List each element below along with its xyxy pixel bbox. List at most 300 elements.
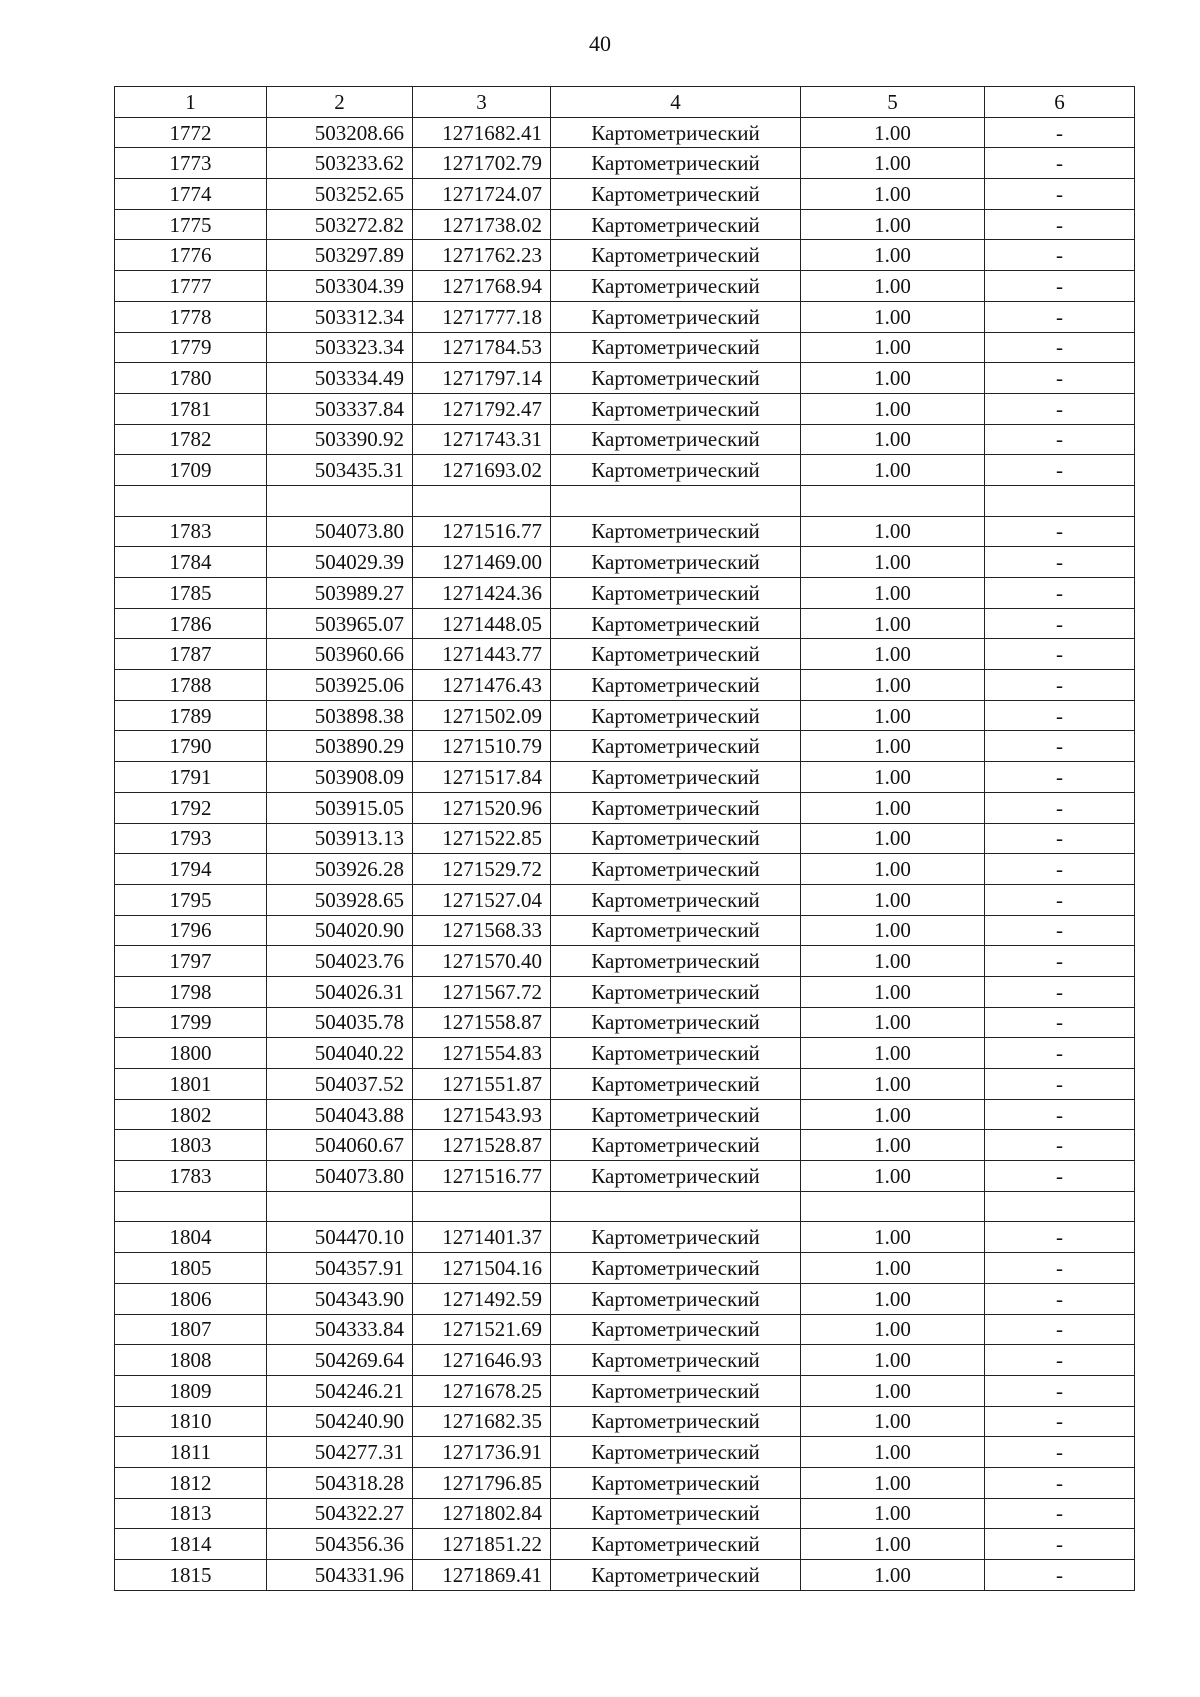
note-cell: - <box>985 1069 1135 1100</box>
note-cell: - <box>985 301 1135 332</box>
point-number-cell: 1796 <box>115 915 267 946</box>
point-number-cell: 1772 <box>115 117 267 148</box>
table-row <box>115 1467 1135 1498</box>
coordinate-y-cell: 1271528.87 <box>413 1130 551 1161</box>
empty-cell <box>413 485 551 516</box>
table-row <box>115 639 1135 670</box>
coordinate-x-cell: 504246.21 <box>267 1375 413 1406</box>
coordinate-y-cell: 1271869.41 <box>413 1560 551 1591</box>
point-number-cell: 1801 <box>115 1069 267 1100</box>
coordinate-x-cell: 504331.96 <box>267 1560 413 1591</box>
coordinate-y-cell: 1271802.84 <box>413 1498 551 1529</box>
table-row <box>115 1437 1135 1468</box>
separator-row <box>115 1191 1135 1222</box>
accuracy-cell: 1.00 <box>801 455 985 486</box>
method-cell: Картометрический <box>551 792 801 823</box>
note-cell: - <box>985 823 1135 854</box>
point-number-cell: 1783 <box>115 516 267 547</box>
coordinate-y-cell: 1271401.37 <box>413 1222 551 1253</box>
point-number-cell: 1811 <box>115 1437 267 1468</box>
method-cell: Картометрический <box>551 148 801 179</box>
coordinate-y-cell: 1271516.77 <box>413 1161 551 1192</box>
coordinate-y-cell: 1271570.40 <box>413 946 551 977</box>
method-cell: Картометрический <box>551 1437 801 1468</box>
table-row <box>115 1345 1135 1376</box>
coordinate-x-cell: 504026.31 <box>267 976 413 1007</box>
point-number-cell: 1804 <box>115 1222 267 1253</box>
table-row <box>115 670 1135 701</box>
point-number-cell: 1785 <box>115 578 267 609</box>
coordinate-y-cell: 1271510.79 <box>413 731 551 762</box>
accuracy-cell: 1.00 <box>801 1253 985 1284</box>
accuracy-cell: 1.00 <box>801 578 985 609</box>
coordinate-x-cell: 503323.34 <box>267 332 413 363</box>
accuracy-cell: 1.00 <box>801 1467 985 1498</box>
coordinate-x-cell: 504333.84 <box>267 1314 413 1345</box>
note-cell: - <box>985 271 1135 302</box>
coordinate-x-cell: 504029.39 <box>267 547 413 578</box>
coordinate-y-cell: 1271736.91 <box>413 1437 551 1468</box>
coordinate-x-cell: 503337.84 <box>267 393 413 424</box>
note-cell: - <box>985 117 1135 148</box>
point-number-cell: 1783 <box>115 1161 267 1192</box>
method-cell: Картометрический <box>551 1345 801 1376</box>
coordinate-y-cell: 1271702.79 <box>413 148 551 179</box>
note-cell: - <box>985 1345 1135 1376</box>
accuracy-cell: 1.00 <box>801 148 985 179</box>
note-cell: - <box>985 547 1135 578</box>
table-row <box>115 976 1135 1007</box>
point-number-cell: 1798 <box>115 976 267 1007</box>
method-cell: Картометрический <box>551 731 801 762</box>
method-cell: Картометрический <box>551 301 801 332</box>
note-cell: - <box>985 946 1135 977</box>
point-number-cell: 1709 <box>115 455 267 486</box>
method-cell: Картометрический <box>551 915 801 946</box>
method-cell: Картометрический <box>551 670 801 701</box>
note-cell: - <box>985 792 1135 823</box>
accuracy-cell: 1.00 <box>801 1007 985 1038</box>
coordinate-y-cell: 1271678.25 <box>413 1375 551 1406</box>
coordinate-x-cell: 503312.34 <box>267 301 413 332</box>
empty-cell <box>267 1191 413 1222</box>
coordinate-y-cell: 1271554.83 <box>413 1038 551 1069</box>
note-cell: - <box>985 1467 1135 1498</box>
method-cell: Картометрический <box>551 1529 801 1560</box>
note-cell: - <box>985 608 1135 639</box>
note-cell: - <box>985 1406 1135 1437</box>
table-row <box>115 762 1135 793</box>
table-row <box>115 1283 1135 1314</box>
empty-cell <box>985 1191 1135 1222</box>
coordinate-y-cell: 1271792.47 <box>413 393 551 424</box>
accuracy-cell: 1.00 <box>801 271 985 302</box>
coordinate-x-cell: 504269.64 <box>267 1345 413 1376</box>
point-number-cell: 1778 <box>115 301 267 332</box>
accuracy-cell: 1.00 <box>801 547 985 578</box>
coordinate-y-cell: 1271777.18 <box>413 301 551 332</box>
coordinate-y-cell: 1271797.14 <box>413 363 551 394</box>
coordinate-y-cell: 1271743.31 <box>413 424 551 455</box>
empty-cell <box>115 1191 267 1222</box>
point-number-cell: 1814 <box>115 1529 267 1560</box>
accuracy-cell: 1.00 <box>801 1560 985 1591</box>
coordinate-y-cell: 1271646.93 <box>413 1345 551 1376</box>
point-number-cell: 1805 <box>115 1253 267 1284</box>
table-row <box>115 1069 1135 1100</box>
coordinate-y-cell: 1271784.53 <box>413 332 551 363</box>
empty-cell <box>267 485 413 516</box>
coordinate-x-cell: 503908.09 <box>267 762 413 793</box>
accuracy-cell: 1.00 <box>801 1222 985 1253</box>
table-row <box>115 731 1135 762</box>
method-cell: Картометрический <box>551 1406 801 1437</box>
point-number-cell: 1815 <box>115 1560 267 1591</box>
note-cell: - <box>985 1038 1135 1069</box>
point-number-cell: 1789 <box>115 700 267 731</box>
table-row <box>115 1161 1135 1192</box>
method-cell: Картометрический <box>551 240 801 271</box>
method-cell: Картометрический <box>551 1314 801 1345</box>
page-number: 40 <box>589 31 611 56</box>
method-cell: Картометрический <box>551 424 801 455</box>
header-row <box>115 87 1135 118</box>
coordinate-y-cell: 1271448.05 <box>413 608 551 639</box>
table-row <box>115 946 1135 977</box>
accuracy-cell: 1.00 <box>801 670 985 701</box>
accuracy-cell: 1.00 <box>801 976 985 1007</box>
coordinate-y-cell: 1271724.07 <box>413 179 551 210</box>
method-cell: Картометрический <box>551 209 801 240</box>
table-row <box>115 393 1135 424</box>
note-cell: - <box>985 424 1135 455</box>
point-number-cell: 1781 <box>115 393 267 424</box>
coordinate-x-cell: 504357.91 <box>267 1253 413 1284</box>
coordinate-y-cell: 1271522.85 <box>413 823 551 854</box>
method-cell: Картометрический <box>551 1375 801 1406</box>
accuracy-cell: 1.00 <box>801 301 985 332</box>
point-number-cell: 1779 <box>115 332 267 363</box>
coordinate-x-cell: 504277.31 <box>267 1437 413 1468</box>
empty-cell <box>413 1191 551 1222</box>
coordinate-y-cell: 1271796.85 <box>413 1467 551 1498</box>
method-cell: Картометрический <box>551 884 801 915</box>
note-cell: - <box>985 240 1135 271</box>
table-row <box>115 240 1135 271</box>
table-row <box>115 516 1135 547</box>
coordinate-y-cell: 1271682.35 <box>413 1406 551 1437</box>
coordinate-x-cell: 504356.36 <box>267 1529 413 1560</box>
note-cell: - <box>985 1099 1135 1130</box>
empty-cell <box>801 485 985 516</box>
coordinate-y-cell: 1271476.43 <box>413 670 551 701</box>
note-cell: - <box>985 393 1135 424</box>
method-cell: Картометрический <box>551 179 801 210</box>
column-header-2: 2 <box>267 87 413 118</box>
coordinate-x-cell: 504037.52 <box>267 1069 413 1100</box>
method-cell: Картометрический <box>551 117 801 148</box>
note-cell: - <box>985 854 1135 885</box>
accuracy-cell: 1.00 <box>801 1130 985 1161</box>
coordinate-y-cell: 1271568.33 <box>413 915 551 946</box>
method-cell: Картометрический <box>551 1130 801 1161</box>
note-cell: - <box>985 455 1135 486</box>
point-number-cell: 1799 <box>115 1007 267 1038</box>
accuracy-cell: 1.00 <box>801 762 985 793</box>
table-row <box>115 1007 1135 1038</box>
note-cell: - <box>985 1007 1135 1038</box>
coordinate-x-cell: 504073.80 <box>267 1161 413 1192</box>
accuracy-cell: 1.00 <box>801 363 985 394</box>
note-cell: - <box>985 1283 1135 1314</box>
coordinate-y-cell: 1271504.16 <box>413 1253 551 1284</box>
point-number-cell: 1774 <box>115 179 267 210</box>
table-row <box>115 271 1135 302</box>
coordinate-y-cell: 1271517.84 <box>413 762 551 793</box>
method-cell: Картометрический <box>551 363 801 394</box>
empty-cell <box>801 1191 985 1222</box>
note-cell: - <box>985 1375 1135 1406</box>
column-header-6: 6 <box>985 87 1135 118</box>
coordinate-x-cell: 503960.66 <box>267 639 413 670</box>
note-cell: - <box>985 363 1135 394</box>
method-cell: Картометрический <box>551 854 801 885</box>
point-number-cell: 1793 <box>115 823 267 854</box>
accuracy-cell: 1.00 <box>801 179 985 210</box>
point-number-cell: 1791 <box>115 762 267 793</box>
point-number-cell: 1786 <box>115 608 267 639</box>
table-row <box>115 854 1135 885</box>
accuracy-cell: 1.00 <box>801 1038 985 1069</box>
accuracy-cell: 1.00 <box>801 117 985 148</box>
accuracy-cell: 1.00 <box>801 332 985 363</box>
coordinate-x-cell: 504470.10 <box>267 1222 413 1253</box>
coordinate-y-cell: 1271527.04 <box>413 884 551 915</box>
table-row <box>115 179 1135 210</box>
table-row <box>115 1498 1135 1529</box>
coordinate-x-cell: 503890.29 <box>267 731 413 762</box>
coordinate-x-cell: 503390.92 <box>267 424 413 455</box>
coordinate-x-cell: 503989.27 <box>267 578 413 609</box>
empty-cell <box>115 485 267 516</box>
column-header-5: 5 <box>801 87 985 118</box>
accuracy-cell: 1.00 <box>801 1529 985 1560</box>
method-cell: Картометрический <box>551 1069 801 1100</box>
table-body <box>115 117 1135 1590</box>
coordinate-x-cell: 504040.22 <box>267 1038 413 1069</box>
coordinate-y-cell: 1271521.69 <box>413 1314 551 1345</box>
coordinate-x-cell: 504060.67 <box>267 1130 413 1161</box>
coordinate-x-cell: 504240.90 <box>267 1406 413 1437</box>
table-row <box>115 884 1135 915</box>
point-number-cell: 1806 <box>115 1283 267 1314</box>
method-cell: Картометрический <box>551 1038 801 1069</box>
point-number-cell: 1809 <box>115 1375 267 1406</box>
coordinate-x-cell: 503334.49 <box>267 363 413 394</box>
accuracy-cell: 1.00 <box>801 884 985 915</box>
accuracy-cell: 1.00 <box>801 946 985 977</box>
table-row <box>115 823 1135 854</box>
coordinate-y-cell: 1271492.59 <box>413 1283 551 1314</box>
table-row <box>115 148 1135 179</box>
accuracy-cell: 1.00 <box>801 639 985 670</box>
point-number-cell: 1813 <box>115 1498 267 1529</box>
method-cell: Картометрический <box>551 516 801 547</box>
method-cell: Картометрический <box>551 578 801 609</box>
coordinate-x-cell: 504318.28 <box>267 1467 413 1498</box>
coordinate-y-cell: 1271543.93 <box>413 1099 551 1130</box>
table-row <box>115 1314 1135 1345</box>
column-header-3: 3 <box>413 87 551 118</box>
point-number-cell: 1797 <box>115 946 267 977</box>
method-cell: Картометрический <box>551 608 801 639</box>
note-cell: - <box>985 332 1135 363</box>
method-cell: Картометрический <box>551 1467 801 1498</box>
coordinate-x-cell: 503925.06 <box>267 670 413 701</box>
coordinate-x-cell: 504035.78 <box>267 1007 413 1038</box>
accuracy-cell: 1.00 <box>801 424 985 455</box>
coordinate-y-cell: 1271520.96 <box>413 792 551 823</box>
coordinate-x-cell: 503915.05 <box>267 792 413 823</box>
method-cell: Картометрический <box>551 762 801 793</box>
table-row <box>115 363 1135 394</box>
coordinate-x-cell: 504343.90 <box>267 1283 413 1314</box>
method-cell: Картометрический <box>551 1007 801 1038</box>
coordinate-y-cell: 1271567.72 <box>413 976 551 1007</box>
table-row <box>115 117 1135 148</box>
coordinate-x-cell: 503304.39 <box>267 271 413 302</box>
accuracy-cell: 1.00 <box>801 516 985 547</box>
note-cell: - <box>985 1560 1135 1591</box>
note-cell: - <box>985 976 1135 1007</box>
method-cell: Картометрический <box>551 1283 801 1314</box>
accuracy-cell: 1.00 <box>801 1069 985 1100</box>
table-row <box>115 455 1135 486</box>
empty-cell <box>551 1191 801 1222</box>
coordinate-x-cell: 503928.65 <box>267 884 413 915</box>
note-cell: - <box>985 1437 1135 1468</box>
accuracy-cell: 1.00 <box>801 1283 985 1314</box>
accuracy-cell: 1.00 <box>801 1314 985 1345</box>
coordinate-y-cell: 1271738.02 <box>413 209 551 240</box>
method-cell: Картометрический <box>551 946 801 977</box>
table-row <box>115 1529 1135 1560</box>
coordinate-y-cell: 1271516.77 <box>413 516 551 547</box>
coordinate-y-cell: 1271768.94 <box>413 271 551 302</box>
table-row <box>115 1406 1135 1437</box>
empty-cell <box>985 485 1135 516</box>
coordinate-x-cell: 503208.66 <box>267 117 413 148</box>
note-cell: - <box>985 762 1135 793</box>
note-cell: - <box>985 639 1135 670</box>
coordinate-x-cell: 504043.88 <box>267 1099 413 1130</box>
point-number-cell: 1787 <box>115 639 267 670</box>
accuracy-cell: 1.00 <box>801 823 985 854</box>
coordinate-x-cell: 504322.27 <box>267 1498 413 1529</box>
point-number-cell: 1788 <box>115 670 267 701</box>
coordinate-y-cell: 1271443.77 <box>413 639 551 670</box>
table-row <box>115 301 1135 332</box>
coordinate-y-cell: 1271693.02 <box>413 455 551 486</box>
table-row <box>115 1222 1135 1253</box>
accuracy-cell: 1.00 <box>801 1375 985 1406</box>
accuracy-cell: 1.00 <box>801 240 985 271</box>
table-row <box>115 608 1135 639</box>
table-row <box>115 700 1135 731</box>
accuracy-cell: 1.00 <box>801 731 985 762</box>
point-number-cell: 1792 <box>115 792 267 823</box>
note-cell: - <box>985 1253 1135 1284</box>
accuracy-cell: 1.00 <box>801 393 985 424</box>
method-cell: Картометрический <box>551 1161 801 1192</box>
point-number-cell: 1802 <box>115 1099 267 1130</box>
point-number-cell: 1790 <box>115 731 267 762</box>
point-number-cell: 1812 <box>115 1467 267 1498</box>
accuracy-cell: 1.00 <box>801 1498 985 1529</box>
column-header-4: 4 <box>551 87 801 118</box>
method-cell: Картометрический <box>551 1498 801 1529</box>
coordinate-x-cell: 503297.89 <box>267 240 413 271</box>
method-cell: Картометрический <box>551 639 801 670</box>
accuracy-cell: 1.00 <box>801 608 985 639</box>
coordinate-x-cell: 504073.80 <box>267 516 413 547</box>
point-number-cell: 1800 <box>115 1038 267 1069</box>
coordinate-y-cell: 1271529.72 <box>413 854 551 885</box>
coordinate-x-cell: 503435.31 <box>267 455 413 486</box>
note-cell: - <box>985 148 1135 179</box>
method-cell: Картометрический <box>551 1222 801 1253</box>
table-row <box>115 424 1135 455</box>
point-number-cell: 1773 <box>115 148 267 179</box>
coordinate-y-cell: 1271558.87 <box>413 1007 551 1038</box>
accuracy-cell: 1.00 <box>801 1345 985 1376</box>
note-cell: - <box>985 179 1135 210</box>
table-row <box>115 332 1135 363</box>
table-row <box>115 1560 1135 1591</box>
point-number-cell: 1808 <box>115 1345 267 1376</box>
point-number-cell: 1782 <box>115 424 267 455</box>
accuracy-cell: 1.00 <box>801 1406 985 1437</box>
method-cell: Картометрический <box>551 700 801 731</box>
coordinate-x-cell: 503926.28 <box>267 854 413 885</box>
table-row <box>115 1099 1135 1130</box>
note-cell: - <box>985 578 1135 609</box>
note-cell: - <box>985 1314 1135 1345</box>
method-cell: Картометрический <box>551 1253 801 1284</box>
coordinate-x-cell: 503252.65 <box>267 179 413 210</box>
point-number-cell: 1777 <box>115 271 267 302</box>
coordinate-y-cell: 1271551.87 <box>413 1069 551 1100</box>
table-row <box>115 915 1135 946</box>
column-header-1: 1 <box>115 87 267 118</box>
coordinate-y-cell: 1271469.00 <box>413 547 551 578</box>
table-row <box>115 792 1135 823</box>
point-number-cell: 1776 <box>115 240 267 271</box>
method-cell: Картометрический <box>551 271 801 302</box>
method-cell: Картометрический <box>551 332 801 363</box>
table-row <box>115 547 1135 578</box>
note-cell: - <box>985 915 1135 946</box>
accuracy-cell: 1.00 <box>801 1161 985 1192</box>
accuracy-cell: 1.00 <box>801 854 985 885</box>
note-cell: - <box>985 1161 1135 1192</box>
point-number-cell: 1784 <box>115 547 267 578</box>
coordinate-y-cell: 1271762.23 <box>413 240 551 271</box>
point-number-cell: 1775 <box>115 209 267 240</box>
table-row <box>115 1130 1135 1161</box>
coordinate-x-cell: 503233.62 <box>267 148 413 179</box>
coordinate-x-cell: 504023.76 <box>267 946 413 977</box>
